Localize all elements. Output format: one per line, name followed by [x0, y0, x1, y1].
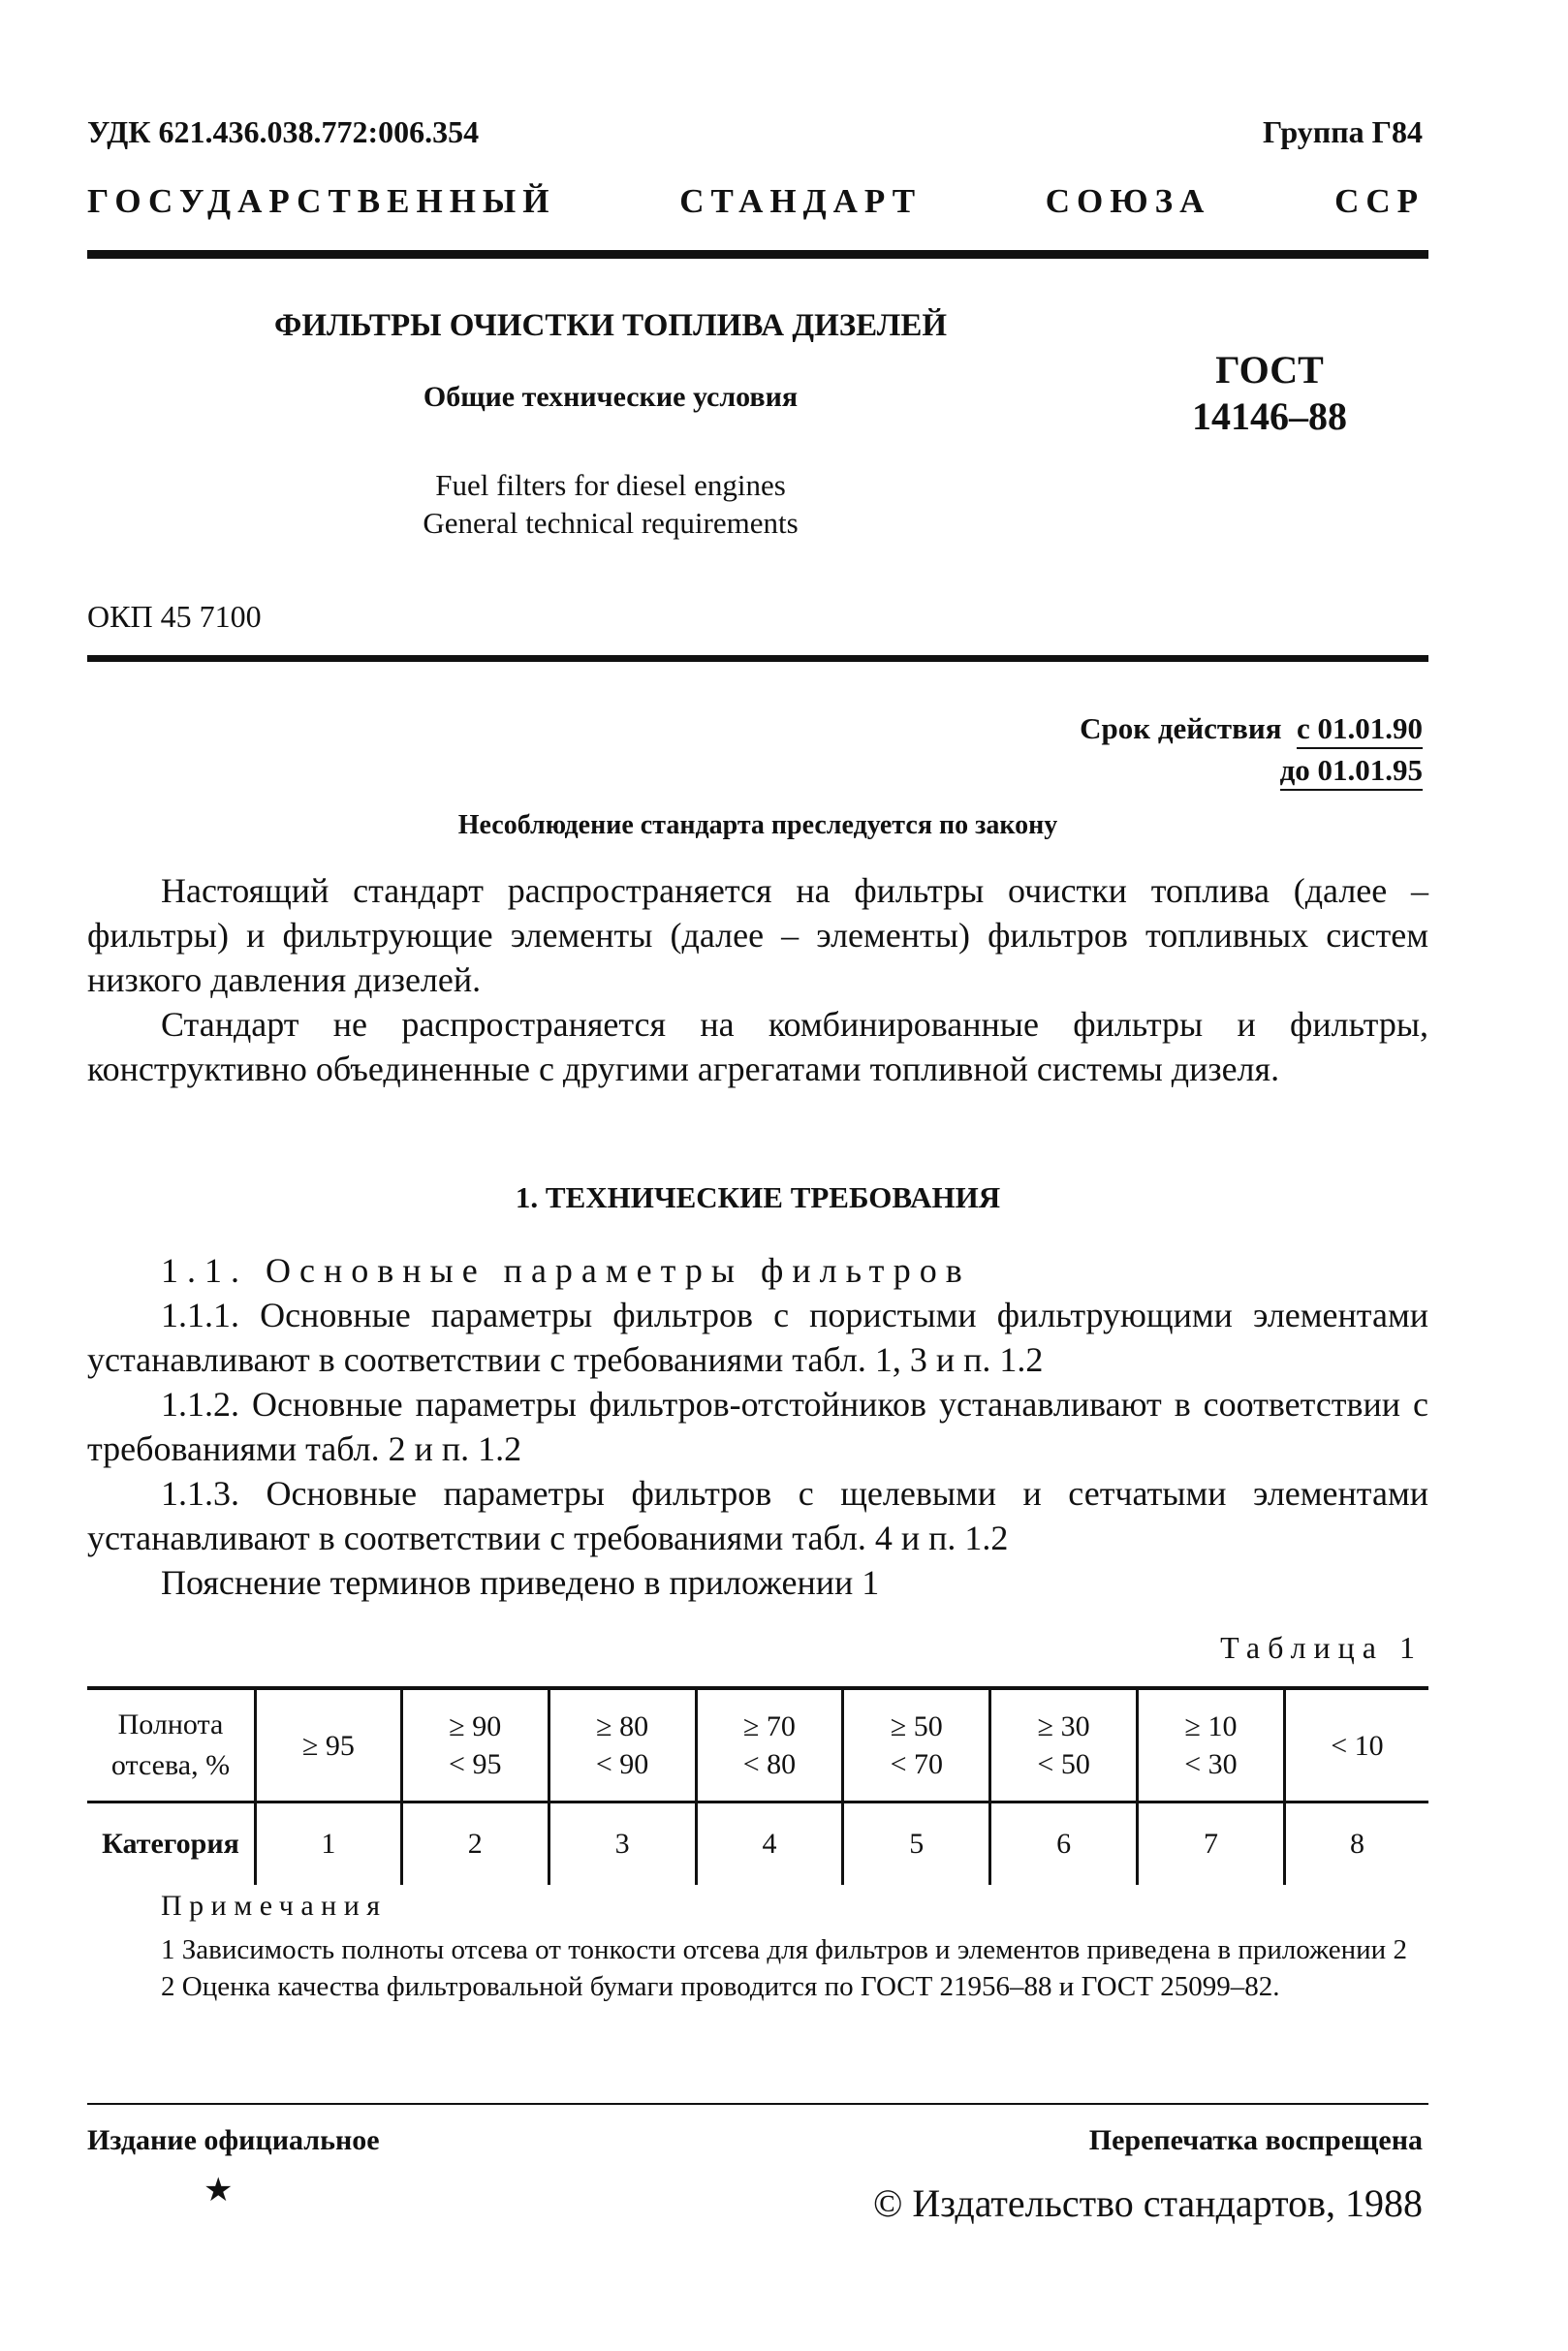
section-item-4: Пояснение терминов приведено в приложении 1 — [161, 1563, 880, 1602]
table-row — [87, 1802, 1428, 1886]
table-cell: 5 — [843, 1802, 990, 1886]
table-cell: 1 — [256, 1802, 402, 1886]
udk-code: УДК 621.436.038.772:006.354 — [87, 114, 480, 149]
gost-designation — [1124, 347, 1415, 440]
legal-warning: Несоблюдение стандарта преследуется по закону — [457, 810, 1058, 840]
copyright-notice: © Издательство стандартов, 1988 — [872, 2181, 1423, 2225]
star-icon: ★ — [204, 2173, 234, 2209]
table-cell: ≥ 80 < 90 — [549, 1688, 696, 1802]
table-cell: 7 — [1138, 1802, 1285, 1886]
row-label-completeness: Полнота отсева, % — [87, 1688, 256, 1802]
table-cell: 8 — [1284, 1802, 1428, 1886]
table-cell: < 10 — [1284, 1688, 1428, 1802]
state-standard-banner — [87, 182, 1425, 221]
validity-period — [1080, 707, 1423, 792]
table-cell: ≥ 95 — [256, 1688, 402, 1802]
table-cell: ≥ 10 < 30 — [1138, 1688, 1285, 1802]
table-cell: 6 — [990, 1802, 1138, 1886]
official-edition-label: Издание официальное — [87, 2124, 380, 2156]
section-item-1: 1.1.1. Основные параметры фильтров с пористыми фильтрующими элементами устанавливают в соответствии с требованиями табл. 1, 3 и п. 1.2 — [87, 1296, 1428, 1379]
table-row — [87, 1688, 1428, 1802]
section-body — [87, 1248, 1428, 1605]
document-title-en: Fuel filters for diesel engines — [435, 468, 786, 502]
note-item-1: 1 Зависимость полноты отсева от тонкости отсева для фильтров и элементов приведена в приложении 2 — [161, 1934, 1407, 1965]
document-title: ФИЛЬТРЫ ОЧИСТКИ ТОПЛИВА ДИЗЕЛЕЙ — [274, 308, 947, 343]
banner-word-3: СОЮЗА — [1045, 182, 1211, 220]
section-item-3: 1.1.3. Основные параметры фильтров с щелевыми и сетчатыми элементами устанавливают в соответствии с требованиями табл. 4 и п. 1.2 — [87, 1474, 1428, 1557]
validity-from: с 01.01.90 — [1297, 711, 1423, 749]
group-code: Группа Г84 — [1263, 114, 1423, 149]
top-divider — [87, 250, 1428, 259]
intro-paragraph-1: Настоящий стандарт распространяется на фильтры очистки топлива (далее – фильтры) и фильтрующие элементы (далее – элементы) фильтров топливных систем низкого давления дизелей. — [87, 871, 1428, 999]
table-cell: ≥ 90 < 95 — [401, 1688, 549, 1802]
table-caption: Таблица 1 — [1220, 1630, 1423, 1665]
table-cell: 2 — [401, 1802, 549, 1886]
intro-text — [87, 868, 1428, 1091]
middle-divider — [87, 655, 1428, 662]
section-item-2: 1.1.2. Основные параметры фильтров-отстойников устанавливают в соответствии с требованиями табл. 2 и п. 1.2 — [87, 1385, 1428, 1468]
section-heading: 1. ТЕХНИЧЕСКИЕ ТРЕБОВАНИЯ — [515, 1180, 1001, 1214]
notes-heading: Примечания — [161, 1890, 388, 1922]
note-item-2: 2 Оценка качества фильтровальной бумаги проводится по ГОСТ 21956–88 и ГОСТ 25099–82. — [161, 1971, 1280, 2002]
table-cell: 3 — [549, 1802, 696, 1886]
table-cell: ≥ 70 < 80 — [696, 1688, 843, 1802]
table-1 — [87, 1686, 1428, 1885]
document-subtitle-en: General technical requirements — [423, 506, 799, 540]
okp-code: ОКП 45 7100 — [87, 599, 262, 634]
validity-to: до 01.01.95 — [1280, 753, 1423, 791]
banner-word-1: ГОСУДАРСТВЕННЫЙ — [87, 182, 556, 220]
gost-number: 14146–88 — [1192, 394, 1347, 438]
document-subtitle: Общие технические условия — [423, 381, 799, 413]
table-cell: ≥ 50 < 70 — [843, 1688, 990, 1802]
reprint-prohibited-label: Перепечатка воспрещена — [1088, 2124, 1423, 2156]
subsection-heading: 1.1. Основные параметры фильтров — [161, 1251, 971, 1290]
validity-label: Срок действия — [1080, 711, 1282, 745]
notes-list — [87, 1931, 1428, 2005]
intro-paragraph-2: Стандарт не распространяется на комбинированные фильтры и фильтры, конструктивно объединенные с другими агрегатами топливной системы дизеля. — [87, 1005, 1428, 1088]
table-cell: ≥ 30 < 50 — [990, 1688, 1138, 1802]
banner-word-2: СТАНДАРТ — [679, 182, 923, 220]
gost-label: ГОСТ — [1215, 348, 1324, 392]
footer-divider — [87, 2103, 1428, 2105]
table-cell: 4 — [696, 1802, 843, 1886]
banner-word-4: ССР — [1334, 182, 1425, 220]
row-label-category: Категория — [102, 1828, 239, 1860]
